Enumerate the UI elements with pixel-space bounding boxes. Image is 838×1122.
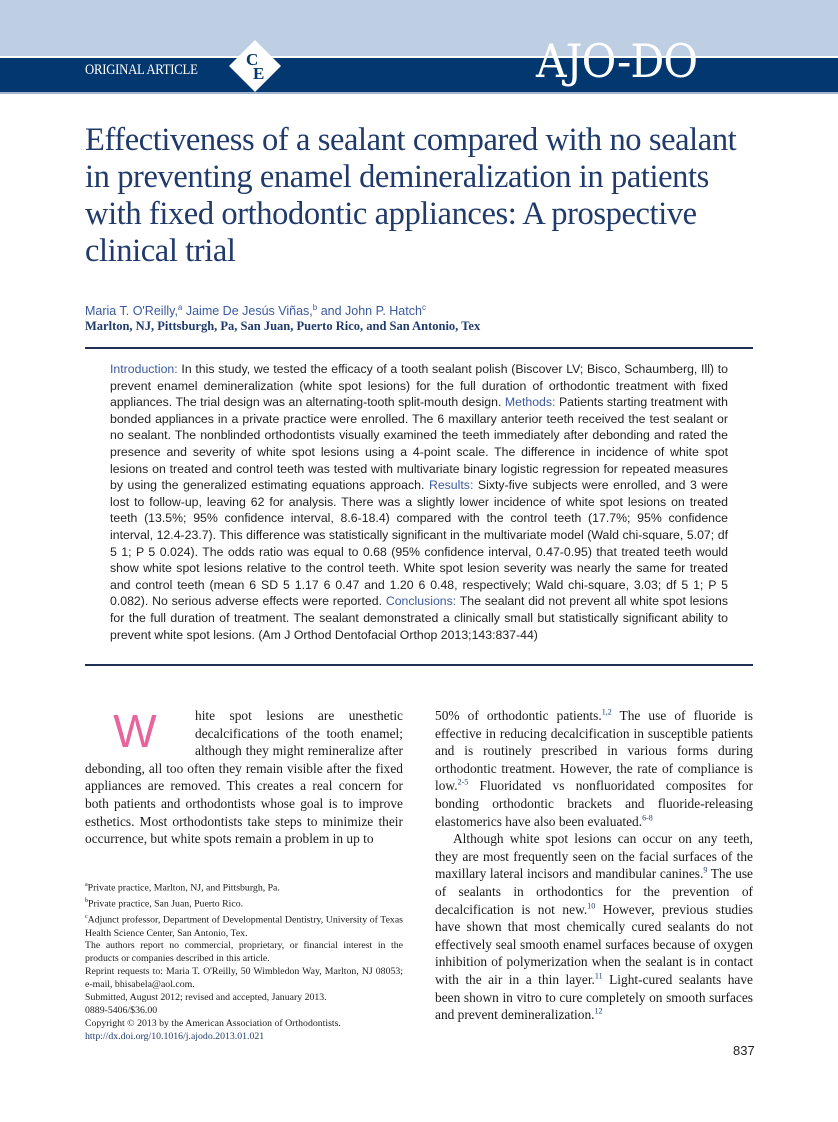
abstract-bottom-rule: [85, 664, 753, 666]
body-text: The use of sealants in orthodontics for the prevention of decalcification is not new.: [435, 866, 753, 917]
issn: 0889-5406/$36.00: [85, 1004, 158, 1016]
submission-dates: Submitted, August 2012; revised and accepted, January 2013.: [85, 992, 327, 1004]
body-text: hite spot lesions are unesthetic decalcifications of the tooth enamel; although they might remineralize after debonding, all too often they remain visible after the fixed appliances are removed. This creates a real concern for both patients and orthodontists whose goal is to improve esthetics. Most orthodontists take steps to minimize their occurrence, but white spots remain a problem in up to: [85, 708, 403, 847]
body-text: The use of fluoride is effective in reducing decalcification in susceptible patients and is routinely prescribed in various forms during orthodontic treatment. However, the rate of compliance is low.: [435, 708, 753, 794]
body-paragraph: [435, 707, 753, 830]
author-name: and John P. Hatch: [317, 304, 422, 319]
body-column-left: [85, 707, 403, 848]
abstract-label-results: Results:: [428, 478, 474, 493]
abstract-introduction: In this study, we tested the efficacy of a tooth sealant polish (Biscover LV; Bisco, Schaumberg, Ill) to prevent enamel demineralization (white spot lesions) for the full duration of orthodontic treatment with fixed appliances. The trial design was an alternating-tooth split-mouth design.: [110, 362, 728, 410]
body-text: Light-cured sealants have been shown in vitro to cure completely on smooth surfaces and prevent demineralization.: [435, 971, 754, 1023]
abstract-conclusions: The sealant did not prevent all white spot lesions for the full duration of treatment. The sealant demonstrated a clinically small but statistically significant ability to prevent white spot lesions. (Am J Orthod Dentofacial Orthop 2013;143:837-44): [110, 594, 729, 642]
body-text: 50% of orthodontic patients.: [435, 708, 602, 723]
abstract: [110, 361, 728, 643]
footnote-mark: a: [85, 882, 88, 888]
author-name: Maria T. O'Reilly,: [85, 304, 178, 319]
citation-ref[interactable]: 6-8: [642, 813, 653, 823]
footnote-b: [85, 895, 403, 911]
footnote-mark: b: [85, 898, 88, 905]
section-label: ORIGINAL ARTICLE: [85, 62, 198, 78]
body-paragraph: [435, 830, 753, 1024]
abstract-results: Sixty-five subjects were enrolled, and 3 were lost to follow-up, leaving 62 for analysis. There was a slightly lower incidence of white spot lesions on treated teeth (13.5%; 95% confidence interval, 8.6-18.4) compared with the control teeth (17.7%; 95% confidence interval, 12.4-23.7). This difference was statistically significant in the multivariate model (Wald chi-square, 5.07; df 5 1; P 5 0.024). The odds ratio was equal to 0.68 (95% confidence interval, 0.47-0.95) that treated teeth would show white spot lesions relative to the control teeth. White spot lesion severity was nearly the same for treated and control teeth (mean 6 SD 5 1.17 6 0.47 and 1.20 6 0.48, respectively; Wald chi-square, 3.03; df 5 1; P 5 0.082). No serious adverse effects were reported.: [110, 478, 728, 609]
footnote-a: [85, 879, 403, 895]
body-column-right: [435, 707, 753, 1024]
footnote-mark: c: [85, 914, 88, 921]
citation-ref[interactable]: 2-5: [457, 777, 469, 787]
footnote-text: Adjunct professor, Department of Developmental Dentistry, University of Texas Health Science Center, San Antonio, Tex.: [85, 914, 403, 939]
body-paragraph: [85, 707, 403, 848]
citation-ref[interactable]: 9: [703, 865, 708, 875]
header-light-band: [0, 0, 838, 56]
drop-cap: W: [113, 705, 157, 757]
author-list: [85, 303, 426, 318]
copyright: Copyright © 2013 by the American Association of Orthodontists.: [85, 1017, 341, 1029]
author-locations: Marlton, NJ, Pittsburgh, Pa, San Juan, Puerto Rico, and San Antonio, Tex: [85, 319, 481, 333]
citation-ref[interactable]: 10: [587, 901, 596, 911]
abstract-label-methods: Methods:: [504, 395, 556, 410]
citation-ref[interactable]: 12: [594, 1006, 603, 1016]
page-number: 837: [733, 1043, 755, 1058]
body-text: However, previous studies have shown that most chemically cured sealants do not effectively seal smooth enamel surfaces because of oxygen inhibition of polymerization when the sealant is in contact with the air in a thin layer.: [435, 901, 753, 987]
body-text: Fluoridated vs nonfluoridated composites for bonding orthodontic brackets and fluoride-releasing elastomerics have also been evaluated.: [435, 778, 753, 829]
journal-logo: AJO-DO: [536, 34, 698, 88]
reprint-requests: Reprint requests to: Maria T. O'Reilly, 50 Wimbledon Way, Marlton, NJ 08053; e-mail, bhisabela@aol.com.: [85, 966, 403, 991]
abstract-label-conclusions: Conclusions:: [385, 594, 457, 609]
footnote-c: [85, 911, 403, 940]
footnote-text: Private practice, San Juan, Puerto Rico.: [88, 898, 244, 910]
footnotes: [85, 879, 403, 1044]
svg-text:E: E: [253, 64, 265, 83]
author-affil-mark: c: [421, 303, 426, 312]
body-text: Although white spot lesions can occur on any teeth, they are most frequently seen on the facial surfaces of the maxillary lateral incisors and mandibular canines.: [435, 831, 753, 882]
abstract-top-rule: [85, 347, 753, 349]
article-title: Effectiveness of a sealant compared with no sealant in preventing enamel demineralization in patients with fixed orthodontic appliances: A prospective clinical trial: [85, 122, 737, 269]
disclosure: The authors report no commercial, proprietary, or financial interest in the products or companies described in this article.: [85, 940, 403, 965]
citation-ref[interactable]: 11: [594, 971, 603, 981]
author-affil-mark: a: [177, 303, 183, 312]
doi-link[interactable]: http://dx.doi.org/10.1016/j.ajodo.2013.01.021: [85, 1030, 265, 1042]
author-affil-mark: b: [312, 303, 318, 312]
citation-ref[interactable]: 1,2: [601, 707, 612, 717]
abstract-label-introduction: Introduction:: [110, 362, 178, 376]
author-name: Jaime De Jesús Viñas,: [182, 304, 313, 319]
footnote-text: Private practice, Marlton, NJ, and Pittsburgh, Pa.: [87, 882, 280, 894]
abstract-methods: Patients starting treatment with bonded appliances in a private practice were enrolled. The 6 maxillary anterior teeth received the test sealant or no sealant. The nonblinded orthodontists visually examined the teeth immediately after debonding and rated the presence and severity of white spot lesions using a 4-point scale. The difference in incidence of white spot lesions on treated and control teeth was tested with multivariate binary logistic regression for repeated measures by using the generalized estimating equations approach.: [110, 395, 728, 493]
ce-badge-icon: [229, 40, 281, 92]
svg-text:C: C: [246, 50, 259, 69]
